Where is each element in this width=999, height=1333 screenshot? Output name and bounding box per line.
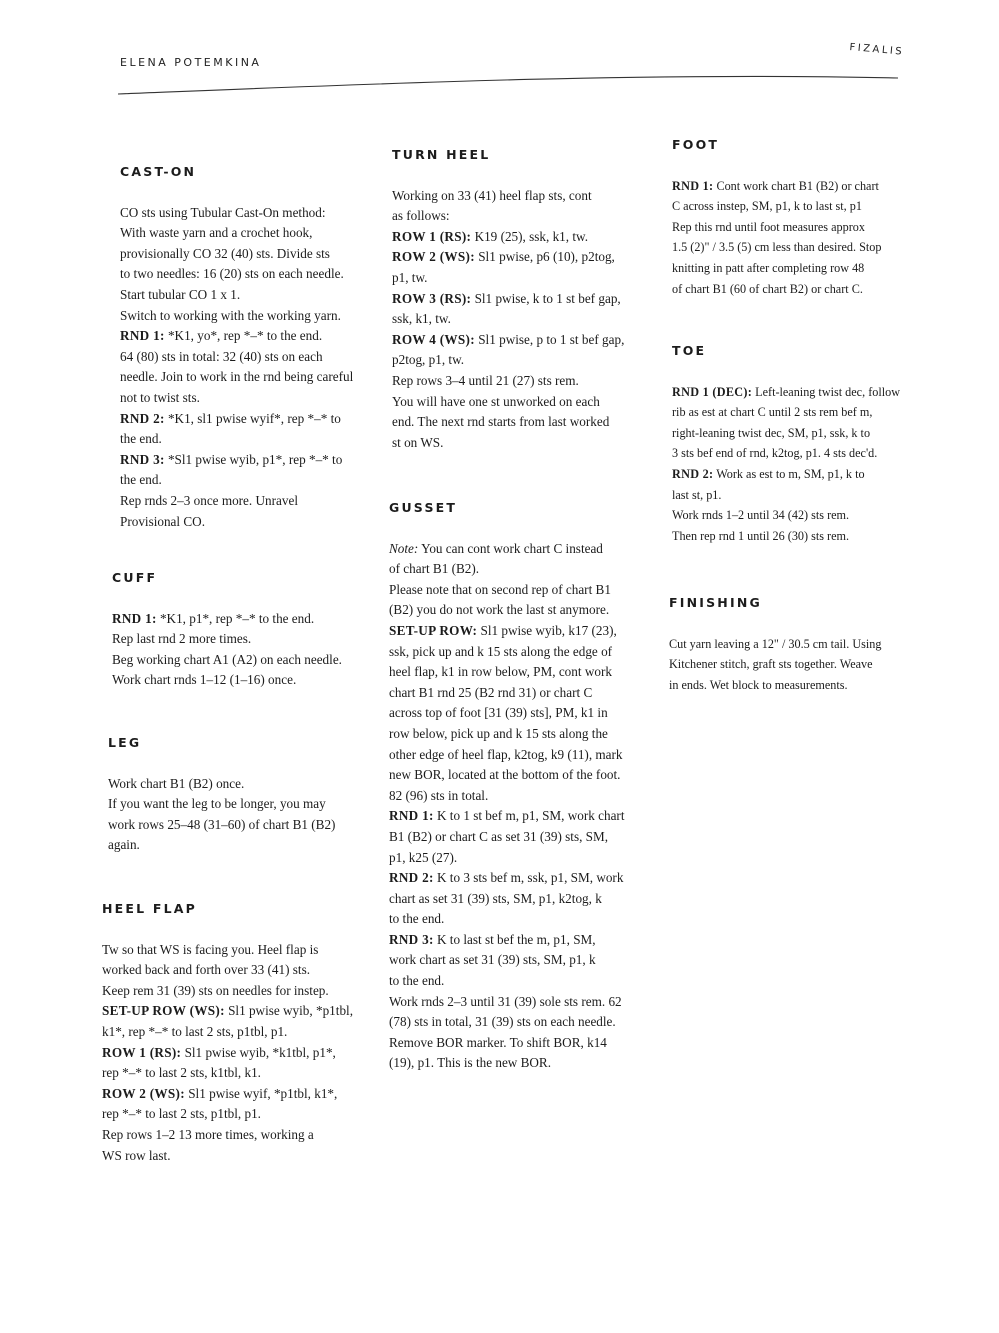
text-line: Work rnds 2–3 until 31 (39) sole sts rem. 62: [389, 993, 622, 1009]
text-line: Rep this rnd until foot measures approx: [672, 219, 865, 234]
text-line: other edge of heel flap, k2tog, k9 (11), mark: [389, 746, 623, 762]
text-line: heel flap, k1 in row below, PM, cont work: [389, 664, 612, 680]
text-line: ROW 1 (RS): K19 (25), ssk, k1, tw.: [392, 228, 588, 244]
section-foot: [672, 135, 922, 299]
text-line: work rows 25–48 (31–60) of chart B1 (B2): [108, 816, 336, 832]
text-line: 82 (96) sts in total.: [389, 787, 489, 803]
section-body: [392, 186, 667, 454]
text-line: Working on 33 (41) heel flap sts, cont: [392, 187, 592, 203]
text-line: rep *–* to last 2 sts, k1tbl, k1.: [102, 1065, 261, 1081]
text-line: p1, tw.: [392, 269, 428, 285]
text-line: to the end.: [389, 911, 445, 927]
section-title: FINISHING: [669, 595, 762, 610]
header-rule: [118, 60, 918, 100]
text-line: last st, p1.: [672, 487, 722, 502]
section-gusset: [389, 498, 664, 1074]
section-leg: [108, 733, 383, 856]
text-line: SET-UP ROW (WS): Sl1 pwise wyib, *p1tbl,: [102, 1003, 353, 1019]
text-line: st on WS.: [392, 434, 444, 450]
text-line: ROW 1 (RS): Sl1 pwise wyib, *k1tbl, p1*,: [102, 1044, 336, 1060]
section-title: TOE: [672, 343, 707, 358]
text-line: the end.: [120, 431, 162, 447]
text-line: of chart B1 (B2).: [389, 561, 480, 577]
text-line: RND 3: K to last st bef the m, p1, SM,: [389, 931, 596, 947]
text-line: Beg working chart A1 (A2) on each needle.: [112, 651, 342, 667]
text-line: not to twist sts.: [120, 389, 200, 405]
text-line: ROW 2 (WS): Sl1 pwise wyif, *p1tbl, k1*,: [102, 1085, 338, 1101]
text-line: (B2) you do not work the last st anymore.: [389, 602, 610, 618]
section-body: [102, 940, 377, 1167]
section-title: TURN HEEL: [392, 147, 491, 162]
text-line: Please note that on second rep of chart B1: [389, 581, 611, 597]
text-line: Tw so that WS is facing you. Heel flap is: [102, 941, 319, 957]
text-line: 1.5 (2)" / 3.5 (5) cm less than desired. Stop: [672, 240, 882, 255]
text-line: ROW 2 (WS): Sl1 pwise, p6 (10), p2tog,: [392, 249, 615, 265]
text-line: ssk, pick up and k 15 sts along the edge of: [389, 643, 613, 659]
text-line: RND 2: Work as est to m, SM, p1, k to: [672, 466, 865, 481]
text-line: p2tog, p1, tw.: [392, 352, 465, 368]
text-line: ROW 3 (RS): Sl1 pwise, k to 1 st bef gap,: [392, 290, 621, 306]
text-line: the end.: [120, 472, 162, 488]
text-line: Provisional CO.: [120, 513, 205, 529]
text-line: of chart B1 (60 of chart B2) or chart C.: [672, 281, 863, 296]
text-line: RND 3: *Sl1 pwise wyib, p1*, rep *–* to: [120, 451, 343, 467]
text-line: Keep rem 31 (39) sts on needles for instep.: [102, 982, 329, 998]
text-line: (19), p1. This is the new BOR.: [389, 1055, 552, 1071]
section-toe: [672, 341, 922, 546]
text-line: With waste yarn and a crochet hook,: [120, 225, 313, 241]
section-body: [389, 539, 664, 1074]
section-title: LEG: [108, 735, 142, 750]
text-line: right-leaning twist dec, SM, p1, ssk, k to: [672, 425, 871, 440]
text-line: RND 2: K to 3 sts bef m, ssk, p1, SM, work: [389, 870, 624, 886]
text-line: to two needles: 16 (20) sts on each needle.: [120, 266, 344, 282]
text-line: 3 sts bef end of rnd, k2tog, p1. 4 sts dec'd.: [672, 446, 878, 461]
section-body: [108, 774, 383, 856]
text-line: 64 (80) sts in total: 32 (40) sts on each: [120, 348, 323, 364]
text-line: Switch to working with the working yarn.: [120, 307, 341, 323]
text-line: RND 1: Cont work chart B1 (B2) or chart: [672, 178, 879, 193]
section-body: [669, 634, 919, 696]
section-title: FOOT: [672, 137, 720, 152]
text-line: provisionally CO 32 (40) sts. Divide sts: [120, 245, 330, 261]
section-cast-on: [120, 162, 395, 532]
text-line: row below, pick up and k 15 sts along the: [389, 725, 608, 741]
text-line: chart as set 31 (39) sts, SM, p1, k2tog, k: [389, 890, 602, 906]
text-line: Start tubular CO 1 x 1.: [120, 286, 241, 302]
text-line: as follows:: [392, 208, 450, 224]
section-title: GUSSET: [389, 500, 458, 515]
text-line: ssk, k1, tw.: [392, 311, 451, 327]
text-line: (78) sts in total, 31 (39) sts on each needle.: [389, 1014, 616, 1030]
section-turn-heel: [392, 145, 667, 453]
text-line: needle. Join to work in the rnd being careful: [120, 369, 354, 385]
text-line: B1 (B2) or chart C as set 31 (39) sts, SM,: [389, 828, 609, 844]
text-line: Rep rnds 2–3 once more. Unravel: [120, 492, 298, 508]
section-title: CUFF: [112, 570, 158, 585]
text-line: ROW 4 (WS): Sl1 pwise, p to 1 st bef gap,: [392, 331, 625, 347]
text-line: chart B1 rnd 25 (B2 rnd 31) or chart C: [389, 684, 593, 700]
text-line: Kitchener stitch, graft sts together. Weave: [669, 657, 873, 672]
text-line: Then rep rnd 1 until 26 (30) sts rem.: [672, 528, 850, 543]
text-line: Cut yarn leaving a 12" / 30.5 cm tail. Using: [669, 636, 882, 651]
section-finishing: [669, 593, 919, 695]
text-line: Rep rows 1–2 13 more times, working a: [102, 1126, 314, 1142]
text-line: k1*, rep *–* to last 2 sts, p1tbl, p1.: [102, 1023, 288, 1039]
text-line: RND 1: K to 1 st bef m, p1, SM, work chart: [389, 808, 625, 824]
section-title: CAST-ON: [120, 164, 197, 179]
section-heel-flap: [102, 899, 377, 1166]
section-body: [672, 382, 922, 547]
text-line: across top of foot [31 (39) sts], PM, k1 in: [389, 705, 608, 721]
text-line: again.: [108, 837, 140, 853]
text-line: Note: You can cont work chart C instead: [389, 540, 603, 556]
text-line: work chart as set 31 (39) sts, SM, p1, k: [389, 952, 596, 968]
text-line: C across instep, SM, p1, k to last st, p1: [672, 199, 862, 214]
text-line: RND 1: *K1, yo*, rep *–* to the end.: [120, 328, 323, 344]
text-line: CO sts using Tubular Cast-On method:: [120, 204, 326, 220]
brand-name: FIZALIS: [849, 42, 905, 58]
text-line: rep *–* to last 2 sts, p1tbl, p1.: [102, 1106, 261, 1122]
text-line: WS row last.: [102, 1147, 171, 1163]
section-body: [120, 203, 395, 533]
text-line: RND 1: *K1, p1*, rep *–* to the end.: [112, 610, 315, 626]
text-line: Work rnds 1–2 until 34 (42) sts rem.: [672, 508, 850, 523]
text-line: If you want the leg to be longer, you may: [108, 796, 326, 812]
text-line: Work chart B1 (B2) once.: [108, 775, 245, 791]
text-line: p1, k25 (27).: [389, 849, 458, 865]
text-line: to the end.: [389, 973, 445, 989]
text-line: RND 2: *K1, sl1 pwise wyif*, rep *–* to: [120, 410, 341, 426]
text-line: Remove BOR marker. To shift BOR, k14: [389, 1034, 607, 1050]
author-name: ELENA POTEMKINA: [120, 56, 262, 69]
section-body: [672, 176, 922, 300]
text-line: in ends. Wet block to measurements.: [669, 677, 848, 692]
text-line: knitting in patt after completing row 48: [672, 260, 865, 275]
text-line: end. The next rnd starts from last worked: [392, 414, 610, 430]
text-line: worked back and forth over 33 (41) sts.: [102, 962, 311, 978]
section-cuff: [112, 568, 387, 691]
section-body: [112, 609, 387, 691]
text-line: Rep last rnd 2 more times.: [112, 631, 252, 647]
text-line: Work chart rnds 1–12 (1–16) once.: [112, 672, 297, 688]
text-line: You will have one st unworked on each: [392, 393, 600, 409]
text-line: Rep rows 3–4 until 21 (27) sts rem.: [392, 372, 579, 388]
text-line: new BOR, located at the bottom of the foot.: [389, 767, 621, 783]
text-line: SET-UP ROW: Sl1 pwise wyib, k17 (23),: [389, 622, 617, 638]
text-line: RND 1 (DEC): Left-leaning twist dec, follow: [672, 384, 901, 399]
section-title: HEEL FLAP: [102, 901, 197, 916]
text-line: rib as est at chart C until 2 sts rem bef m,: [672, 405, 873, 420]
